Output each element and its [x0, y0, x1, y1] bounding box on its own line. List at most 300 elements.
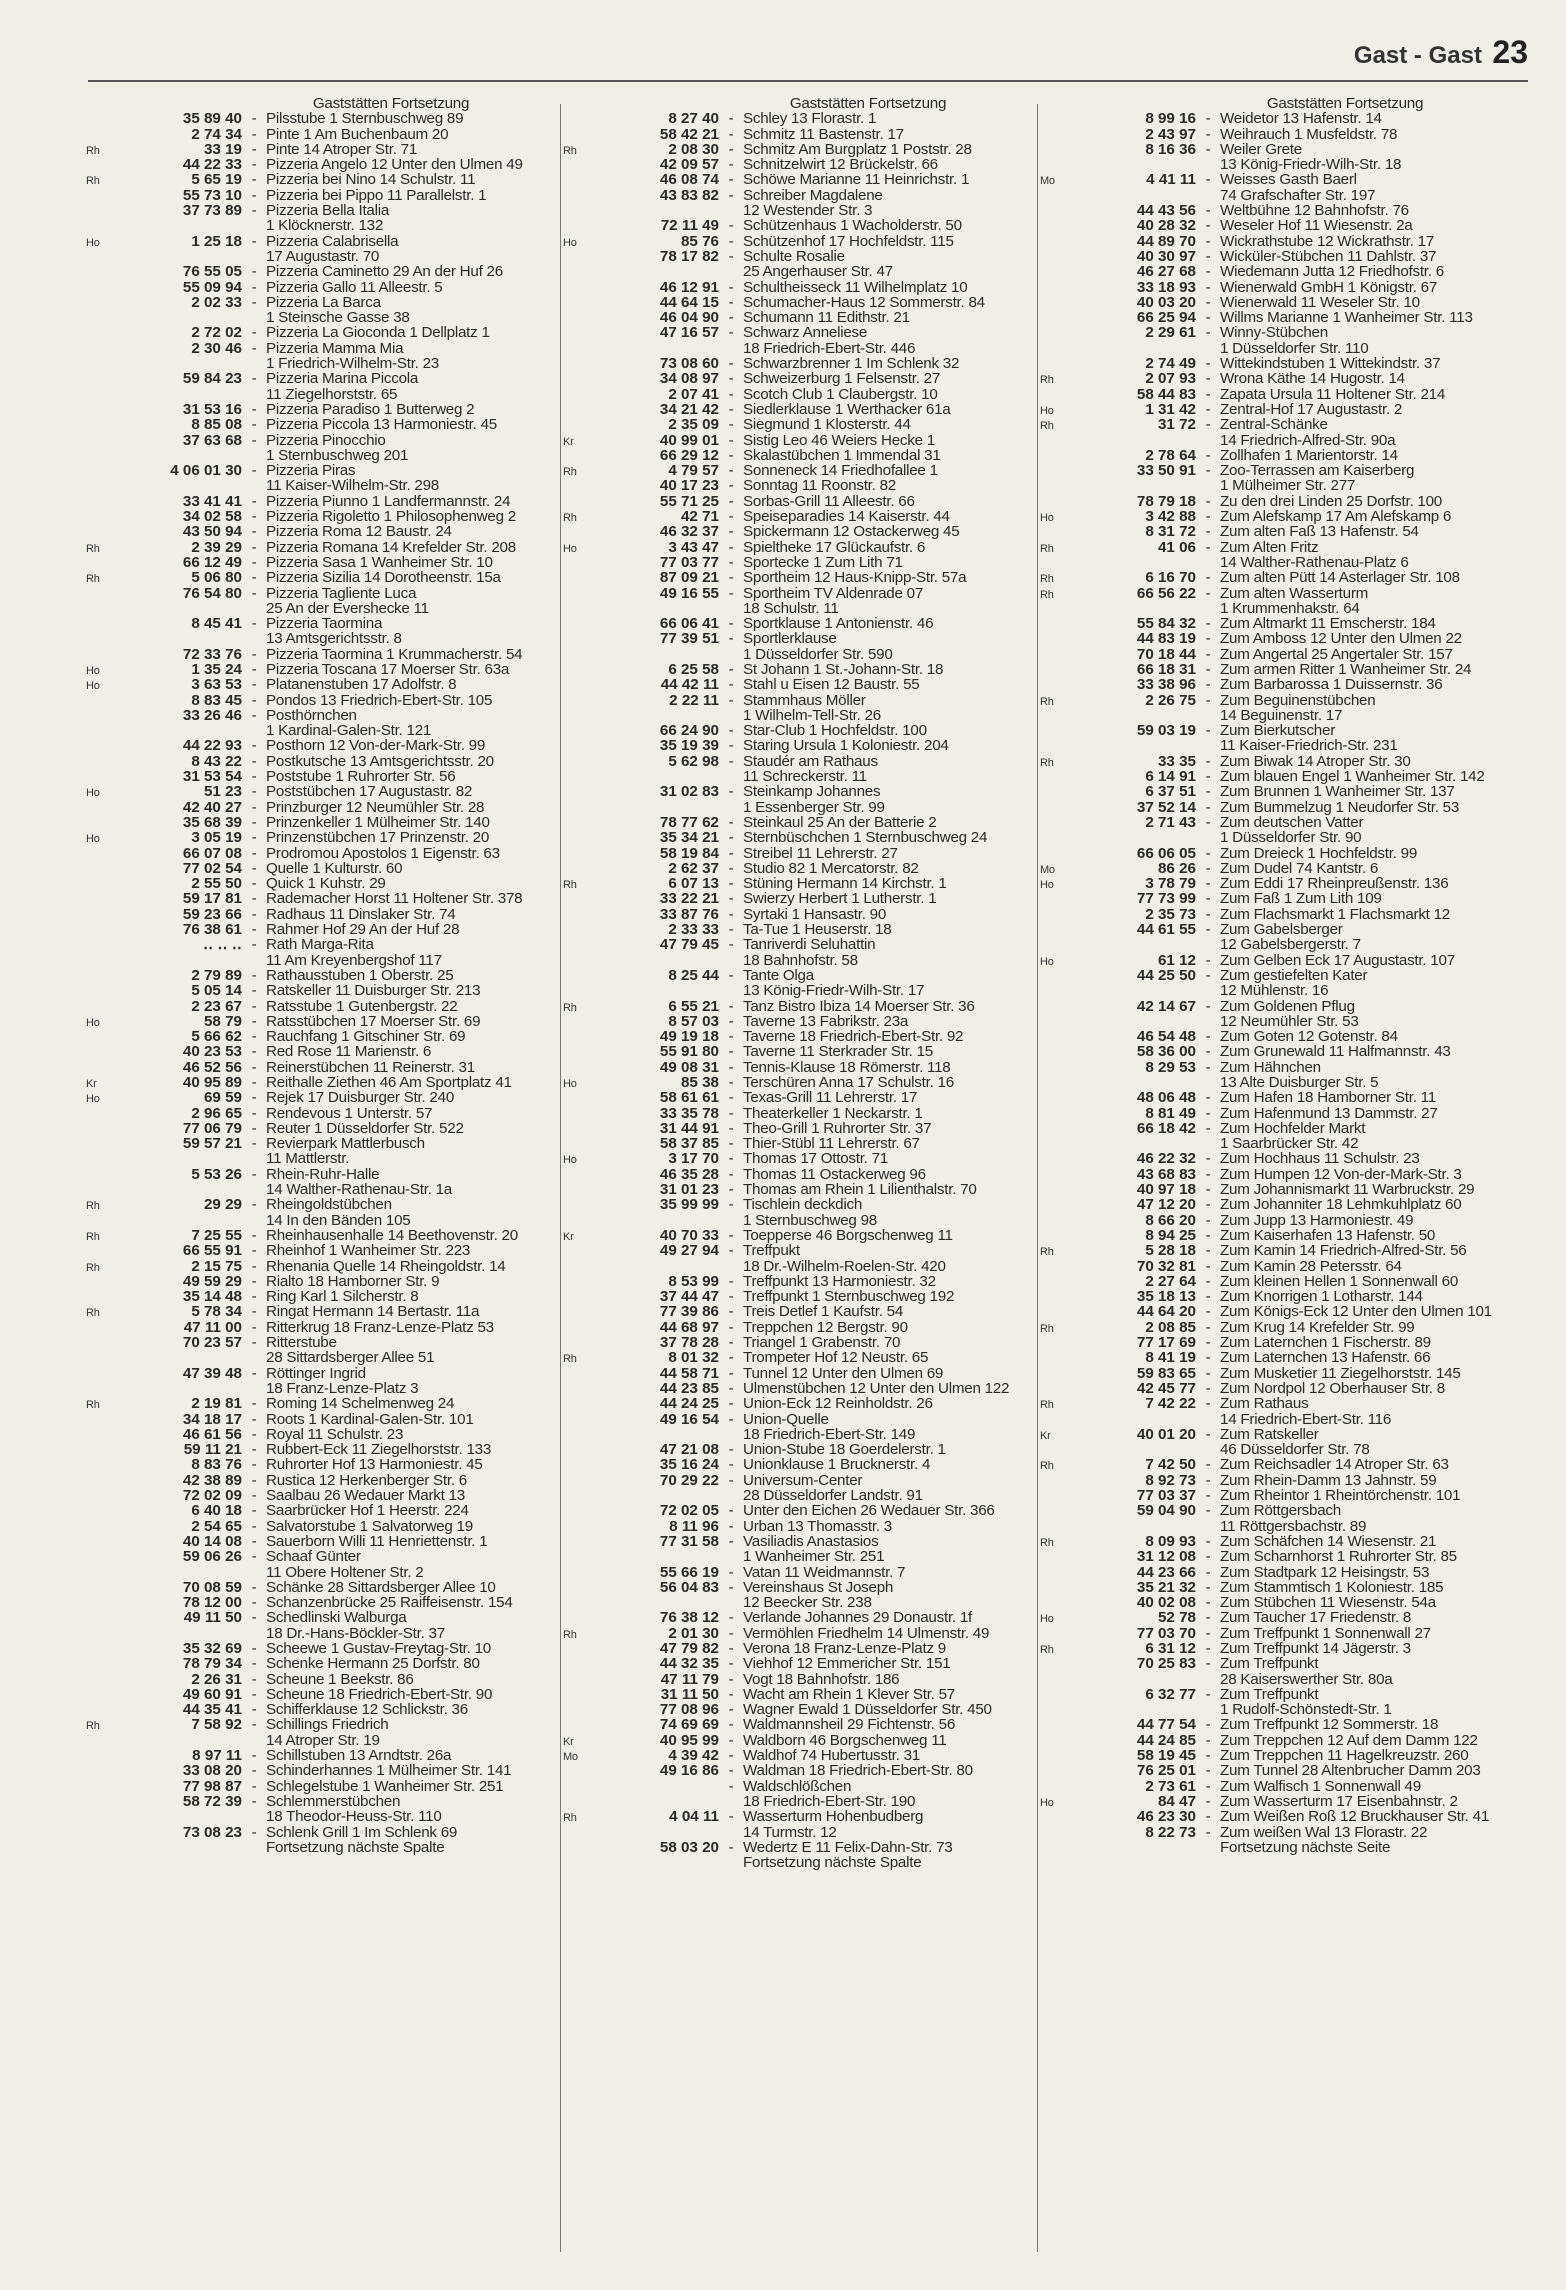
phone-number: 59 17 81: [182, 890, 242, 908]
directory-entry: [563, 937, 1033, 952]
directory-entry: [1040, 1488, 1510, 1503]
entry-name: 12 Neumühler Str. 53: [1220, 1013, 1359, 1030]
phone-number: 41 06: [1157, 538, 1196, 556]
entry-dash: -: [728, 1624, 734, 1642]
phone-number: 66 24 90: [659, 722, 719, 740]
entry-name: Pilsstube 1 Sternbuschweg 89: [266, 111, 464, 127]
phone-number: [116, 953, 242, 968]
directory-entry: [563, 1457, 1033, 1472]
directory-entry: [86, 218, 556, 233]
directory-entry: [86, 1396, 556, 1411]
phone-number: 3 78 79: [1145, 875, 1196, 893]
entry-dash: [242, 478, 266, 493]
directory-entry: [1040, 1350, 1510, 1365]
entry-name: 25 Angerhauser Str. 47: [743, 264, 893, 280]
phone-number: [116, 478, 242, 493]
entry-name: Zoo-Terrassen am Kaiserberg: [1220, 463, 1415, 479]
directory-entry: [1040, 1366, 1510, 1381]
district-tag: [1040, 1014, 1070, 1029]
directory-entry: [563, 1075, 1033, 1090]
entry-name: Streibel 11 Lehrerstr. 27: [743, 845, 898, 861]
entry-name: Zum Grunewald 11 Halfmannstr. 43: [1220, 1044, 1451, 1060]
district-tag: [86, 1488, 116, 1503]
directory-entry: [1040, 907, 1510, 922]
district-tag: [1040, 1672, 1070, 1687]
district-tag: [1040, 769, 1070, 784]
phone-number: 44 61 55: [1136, 921, 1196, 939]
phone-number: 72 33 76: [182, 645, 242, 663]
entry-dash: -: [728, 446, 734, 464]
entry-name: Wedertz E 11 Felix-Dahn-Str. 73: [743, 1839, 953, 1856]
district-tag: [86, 815, 116, 830]
entry-name: Prinzenstübchen 17 Prinzenstr. 20: [266, 830, 490, 846]
entry-name: Zum Eddi 17 Rheinpreußenstr. 136: [1220, 876, 1449, 892]
phone-number: 61 12: [1157, 951, 1196, 969]
entry-name: Pinte 14 Atroper Str. 71: [266, 141, 418, 158]
phone-number: 42 14 67: [1136, 997, 1196, 1015]
phone-number: 8 97 11: [192, 1747, 242, 1765]
entry-dash: -: [1205, 171, 1211, 189]
phone-number: [1070, 1702, 1196, 1717]
phone-number: 51 23: [203, 783, 242, 801]
entry-name: 18 Dr.-Hans-Böckler-Str. 37: [266, 1625, 445, 1641]
entry-dash: -: [1205, 1181, 1211, 1199]
district-tag: [86, 601, 116, 616]
entry-dash: -: [251, 339, 257, 357]
entry-dash: -: [251, 416, 257, 434]
directory-entry: [563, 555, 1033, 570]
phone-number: 42 71: [680, 508, 719, 526]
entry-dash: -: [1205, 660, 1211, 678]
entry-dash: -: [728, 523, 734, 541]
phone-number: ‥ ‥ ‥: [203, 936, 242, 954]
phone-number: 49 59 29: [182, 1272, 242, 1290]
directory-entry: [563, 983, 1033, 998]
phone-number: [1070, 433, 1196, 448]
phone-number: [1070, 157, 1196, 172]
entry-dash: -: [1205, 1777, 1211, 1795]
district-tag: [563, 448, 593, 463]
entry-dash: -: [728, 1410, 734, 1428]
directory-entry: [1040, 1060, 1510, 1075]
directory-entry: [1040, 1289, 1510, 1304]
directory-entry: [1040, 111, 1510, 126]
entry-name: Sternbüschchen 1 Sternbuschweg 24: [743, 830, 988, 846]
entry-name: Schmitz 11 Bastenstr. 17: [743, 126, 904, 142]
district-tag: [86, 1442, 116, 1457]
directory-entry: [563, 1228, 1033, 1243]
directory-entry: [86, 1687, 556, 1702]
entry-name: 28 Kaiserswerther Str. 80a: [1220, 1671, 1393, 1687]
district-tag: [1040, 983, 1070, 998]
phone-number: 55 66 19: [659, 1563, 719, 1581]
directory-entry: [563, 1350, 1033, 1365]
entry-dash: -: [1205, 1334, 1211, 1352]
directory-entry: [563, 1442, 1033, 1457]
phone-number: 70 08 59: [182, 1578, 242, 1596]
district-tag: [86, 478, 116, 493]
entry-dash: -: [728, 1089, 734, 1107]
phone-number: 2 23 67: [191, 997, 242, 1015]
entry-name: Rathausstuben 1 Oberstr. 25: [266, 967, 454, 984]
entry-dash: -: [728, 1043, 734, 1061]
district-tag: [563, 662, 593, 677]
district-tag: [86, 1289, 116, 1304]
directory-entry: [1040, 555, 1510, 570]
entry-dash: -: [1205, 309, 1211, 327]
entry-name: Pizzeria Mamma Mia: [266, 340, 404, 357]
directory-entry: [563, 295, 1033, 310]
entry-name: 18 Schulstr. 11: [743, 600, 839, 617]
entry-name: 12 Beecker Str. 238: [743, 1595, 872, 1611]
district-tag: [1040, 295, 1070, 310]
entry-name: 74 Grafschafter Str. 197: [1220, 187, 1376, 204]
directory-entry: [1040, 662, 1510, 677]
entry-name: Stüning Hermann 14 Kirchstr. 1: [743, 876, 947, 892]
phone-number: 5 78 34: [191, 1303, 242, 1321]
district-tag: [86, 1825, 116, 1840]
entry-dash: -: [251, 1257, 257, 1275]
directory-entry: [1040, 968, 1510, 983]
district-tag: [1040, 310, 1070, 325]
phone-number: 8 92 73: [1145, 1471, 1196, 1489]
district-tag: Kr: [563, 1735, 574, 1748]
entry-name: Zum Goten 12 Gotenstr. 84: [1220, 1029, 1398, 1045]
entry-dash: -: [1205, 355, 1211, 373]
district-tag: Rh: [86, 1720, 100, 1733]
phone-number: [116, 1809, 242, 1824]
entry-dash: -: [1205, 966, 1211, 984]
entry-dash: -: [1205, 890, 1211, 908]
entry-dash: -: [728, 966, 734, 984]
directory-entry: [1040, 356, 1510, 371]
directory-entry: [1040, 1702, 1510, 1717]
entry-dash: -: [1205, 875, 1211, 893]
district-tag: [563, 738, 593, 753]
district-tag: [563, 891, 593, 906]
phone-number: 33 08 20: [182, 1762, 242, 1780]
phone-number: 2 71 43: [1145, 813, 1196, 831]
district-tag: [1040, 463, 1070, 478]
entry-dash: -: [251, 1119, 257, 1137]
district-tag: [1040, 891, 1070, 906]
phone-number: [1070, 96, 1196, 111]
entry-name: Treffpukt: [743, 1243, 800, 1259]
phone-number: 58 37 85: [659, 1135, 719, 1153]
entry-dash: -: [1205, 1349, 1211, 1367]
entry-name: Verlande Johannes 29 Donaustr. 1f: [743, 1610, 973, 1626]
phone-number: [1070, 1014, 1196, 1029]
district-tag: [86, 341, 116, 356]
directory-entry: [86, 846, 556, 861]
district-tag: Kr: [563, 435, 574, 448]
entry-dash: -: [251, 370, 257, 388]
entry-name: Schenke Hermann 25 Dorfstr. 80: [266, 1656, 480, 1672]
entry-name: Zum Knorrigen 1 Lotharstr. 144: [1220, 1289, 1423, 1305]
entry-dash: -: [1205, 1165, 1211, 1183]
entry-name: Schlegelstube 1 Wanheimer Str. 251: [266, 1778, 504, 1794]
entry-name: Scheewe 1 Gustav-Freytag-Str. 10: [266, 1640, 491, 1657]
entry-dash: -: [1205, 1272, 1211, 1290]
entry-name: Wacht am Rhein 1 Klever Str. 57: [743, 1686, 956, 1703]
directory-entry: [86, 1213, 556, 1228]
district-tag: [86, 1503, 116, 1518]
district-tag: [563, 937, 593, 952]
phone-number: 35 34 21: [659, 829, 719, 847]
phone-number: [116, 1151, 242, 1166]
district-tag: [563, 280, 593, 295]
entry-name: Schulte Rosalie: [743, 248, 845, 265]
entry-dash: -: [251, 936, 257, 954]
entry-name: 13 Amtsgerichtsstr. 8: [266, 631, 402, 647]
directory-entry: [1040, 1457, 1510, 1472]
directory-entry: [1040, 1381, 1510, 1396]
directory-entry: [1040, 509, 1510, 524]
entry-dash: [1196, 830, 1220, 845]
entry-name: Zum alten Wasserturm: [1220, 585, 1369, 601]
directory-entry: [1040, 1473, 1510, 1488]
district-tag: Ho: [563, 236, 577, 249]
entry-name: Schwarzbrenner 1 Im Schlenk 32: [743, 356, 960, 372]
entry-dash: -: [1205, 446, 1211, 464]
directory-entry: [1040, 402, 1510, 417]
directory-entry: [86, 891, 556, 906]
district-tag: [563, 953, 593, 968]
directory-entry: [86, 1335, 556, 1350]
district-tag: [563, 754, 593, 769]
directory-entry: [563, 203, 1033, 218]
district-tag: [86, 1457, 116, 1472]
phone-number: [593, 1259, 719, 1274]
entry-name: Zum Stübchen 11 Wiesenstr. 54a: [1220, 1595, 1436, 1611]
directory-entry: [563, 356, 1033, 371]
entry-dash: -: [251, 905, 257, 923]
directory-entry: [1040, 815, 1510, 830]
phone-number: 2 54 65: [191, 1517, 242, 1535]
phone-number: 69 59: [203, 1089, 242, 1107]
phone-number: 33 41 41: [182, 492, 242, 510]
directory-entry: [563, 1825, 1033, 1840]
entry-name: Verona 18 Franz-Lenze-Platz 9: [743, 1640, 946, 1657]
section-heading: [86, 96, 556, 111]
entry-name: Pizzeria Rigoletto 1 Philosophenweg 2: [266, 509, 516, 525]
district-tag: [86, 1274, 116, 1289]
entry-name: Ratskeller 11 Duisburger Str. 213: [266, 983, 481, 999]
entry-name: Schützenhaus 1 Wacholderstr. 50: [743, 218, 962, 234]
directory-entry: [1040, 1779, 1510, 1794]
entry-dash: -: [1205, 1792, 1211, 1810]
entry-dash: [1196, 1840, 1220, 1855]
entry-dash: -: [251, 1028, 257, 1046]
phone-number: 8 41 19: [1145, 1349, 1196, 1367]
entry-name: Rustica 12 Herkenberger Str. 6: [266, 1472, 468, 1489]
district-tag: [563, 371, 593, 386]
entry-dash: -: [728, 186, 734, 204]
district-tag: [86, 1809, 116, 1824]
entry-name: Pizzeria Paradiso 1 Butterweg 2: [266, 401, 475, 418]
phone-number: 2 55 50: [191, 875, 242, 893]
entry-name: Ratsstübchen 17 Moerser Str. 69: [266, 1013, 481, 1030]
entry-name: 11 Am Kreyenbergshof 117: [266, 952, 442, 968]
district-tag: [86, 922, 116, 937]
district-tag: [86, 1641, 116, 1656]
district-tag: [86, 249, 116, 264]
entry-name: 12 Mühlenstr. 16: [1220, 983, 1329, 999]
phone-number: 31 53 16: [182, 400, 242, 418]
directory-entry: [563, 922, 1033, 937]
entry-name: Zum Stadtpark 12 Heisingstr. 53: [1220, 1564, 1430, 1580]
entry-name: Zum Humpen 12 Von-der-Mark-Str. 3: [1220, 1166, 1462, 1183]
directory-entry: [1040, 1672, 1510, 1687]
district-tag: [563, 310, 593, 325]
district-tag: Rh: [563, 466, 577, 479]
phone-number: 42 45 77: [1136, 1379, 1196, 1397]
entry-name: Taverne 11 Sterkrader Str. 15: [743, 1044, 934, 1060]
entry-dash: -: [728, 492, 734, 510]
entry-name: Ritterstube: [266, 1335, 337, 1351]
directory-entry: [86, 693, 556, 708]
directory-entry: [86, 341, 556, 356]
district-tag: [563, 1274, 593, 1289]
entry-name: Revierpark Mattlerbusch: [266, 1136, 425, 1152]
entry-dash: -: [728, 997, 734, 1015]
entry-dash: [242, 1840, 266, 1855]
directory-entry: [1040, 142, 1510, 157]
phone-number: 31 53 54: [182, 768, 242, 786]
directory-entry: [86, 1182, 556, 1197]
district-tag: [86, 1672, 116, 1687]
entry-dash: -: [251, 1471, 257, 1489]
district-tag: [86, 1580, 116, 1595]
directory-entry: [563, 723, 1033, 738]
entry-name: 1 Steinsche Gasse 38: [266, 310, 410, 326]
district-tag: [563, 1717, 593, 1732]
district-tag: Ho: [1040, 955, 1054, 968]
entry-name: Zum Bierkutscher: [1220, 723, 1336, 739]
phone-number: 58 36 00: [1136, 1043, 1196, 1061]
entry-name: 13 König-Friedr-Wilh-Str. 17: [743, 983, 925, 999]
entry-name: Fortsetzung nächste Spalte: [266, 1839, 445, 1856]
directory-entry: [563, 662, 1033, 677]
entry-name: Rahmer Hof 29 An der Huf 28: [266, 922, 460, 938]
district-tag: [86, 616, 116, 631]
phone-number: 72 11 49: [660, 217, 719, 235]
phone-number: 77 39 51: [659, 630, 719, 648]
entry-dash: -: [251, 645, 257, 663]
entry-dash: -: [1205, 768, 1211, 786]
entry-name: 11 Röttgersbachstr. 89: [1220, 1518, 1367, 1534]
entry-name: Reinerstübchen 11 Reinerstr. 31: [266, 1059, 475, 1075]
phone-number: 31 72: [1157, 416, 1196, 434]
phone-number: 46 32 37: [659, 523, 719, 541]
entry-name: Swierzy Herbert 1 Lutherstr. 1: [743, 891, 937, 907]
entry-dash: -: [1205, 1471, 1211, 1489]
directory-entry: [563, 1702, 1033, 1717]
directory-entry: [86, 1136, 556, 1151]
district-tag: Rh: [1040, 695, 1054, 708]
entry-dash: [242, 1350, 266, 1365]
directory-entry: [563, 1029, 1033, 1044]
entry-dash: -: [1205, 1364, 1211, 1382]
directory-entry: [563, 1335, 1033, 1350]
district-tag: Kr: [1040, 1429, 1051, 1442]
entry-name: Tunnel 12 Unter den Ulmen 69: [743, 1365, 944, 1381]
directory-entry: [86, 1473, 556, 1488]
phone-number: 74 69 69: [659, 1716, 719, 1734]
entry-dash: -: [251, 1334, 257, 1352]
district-tag: [1040, 1259, 1070, 1274]
entry-dash: -: [728, 110, 734, 128]
entry-name: Zum blauen Engel 1 Wanheimer Str. 142: [1220, 769, 1485, 785]
directory-entry: [1040, 1641, 1510, 1656]
entry-name: Toepperse 46 Borgschenweg 11: [743, 1227, 953, 1244]
directory-entry: [1040, 693, 1510, 708]
entry-name: Waldhof 74 Hubertusstr. 31: [743, 1748, 920, 1764]
directory-entry: [86, 1825, 556, 1840]
phone-number: 49 16 54: [659, 1410, 719, 1428]
district-tag: [563, 1549, 593, 1564]
district-tag: [86, 846, 116, 861]
entry-name: Zum Scharnhorst 1 Ruhrorter Str. 85: [1220, 1549, 1457, 1565]
entry-name: 1 Wanheimer Str. 251: [743, 1549, 885, 1565]
district-tag: [86, 218, 116, 233]
district-tag: [86, 1427, 116, 1442]
phone-number: [593, 769, 719, 784]
entry-dash: -: [1205, 1211, 1211, 1229]
entry-dash: -: [251, 1655, 257, 1673]
phone-number: 5 65 19: [191, 171, 242, 189]
directory-entry: [563, 325, 1033, 340]
entry-dash: -: [728, 1349, 734, 1367]
entry-dash: -: [251, 186, 257, 204]
entry-name: 1 Saarbrücker Str. 42: [1220, 1136, 1359, 1152]
phone-number: 78 79 18: [1136, 492, 1196, 510]
district-tag: [563, 325, 593, 340]
entry-name: Zum weißen Wal 13 Florastr. 22: [1220, 1824, 1428, 1840]
directory-entry: [1040, 1442, 1510, 1457]
phone-number: [593, 601, 719, 616]
directory-entry: [1040, 1534, 1510, 1549]
phone-number: 33 26 46: [182, 706, 242, 724]
district-tag: [86, 738, 116, 753]
district-tag: [86, 861, 116, 876]
directory-entry: [86, 1350, 556, 1365]
entry-name: Spieltheke 17 Glückaufstr. 6: [743, 539, 926, 555]
phone-number: 3 05 19: [191, 829, 242, 847]
directory-entry: [1040, 861, 1510, 876]
district-tag: [86, 937, 116, 952]
directory-entry: [86, 1626, 556, 1641]
phone-number: 58 72 39: [182, 1792, 242, 1810]
directory-entry: [563, 631, 1033, 646]
phone-number: 35 14 48: [182, 1288, 242, 1306]
phone-number: [593, 1427, 719, 1442]
entry-dash: [719, 769, 743, 784]
directory-entry: [86, 1503, 556, 1518]
phone-number: [593, 800, 719, 815]
entry-name: Zum Hochhaus 11 Schulstr. 23: [1220, 1151, 1420, 1167]
district-tag: [563, 1779, 593, 1794]
directory-entry: [563, 111, 1033, 126]
phone-number: 59 84 23: [182, 370, 242, 388]
entry-name: Zum Treppchen 11 Hagelkreuzstr. 260: [1220, 1748, 1469, 1764]
entry-dash: [1196, 1442, 1220, 1457]
phone-number: [116, 1381, 242, 1396]
entry-dash: [1196, 738, 1220, 753]
entry-dash: [1196, 1412, 1220, 1427]
entry-dash: -: [728, 416, 734, 434]
page-number: 23: [1492, 34, 1528, 70]
